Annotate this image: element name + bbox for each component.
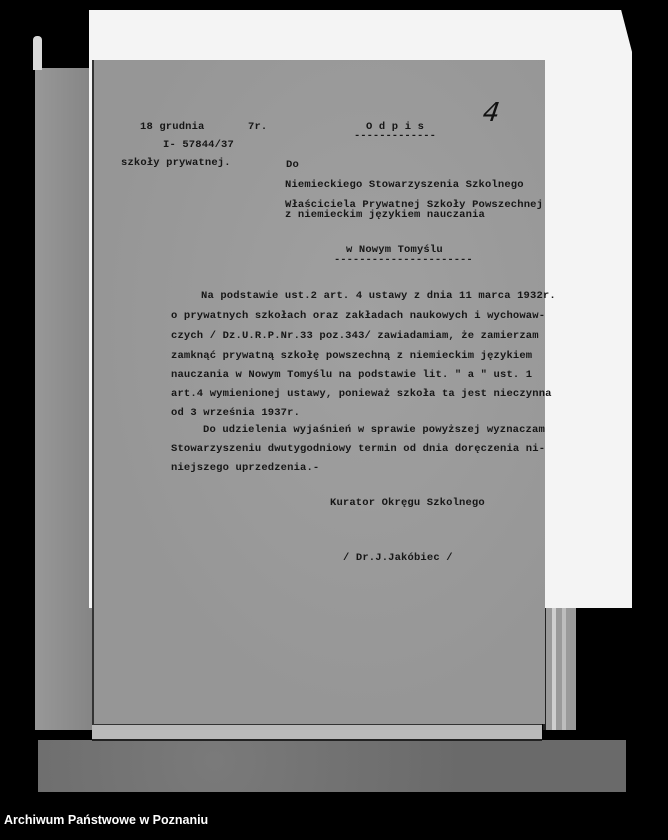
body-line: czych / Dz.U.R.P.Nr.33 poz.343/ zawiadamiam, że zamierzam [171, 330, 539, 342]
document-subject: szkoły prywatnej. [121, 157, 231, 169]
body-line: o prywatnych szkołach oraz zakładach naukowych i wychowaw- [171, 310, 546, 322]
addressee-to: Do [286, 159, 299, 171]
document-reference: I- 57844/37 [163, 139, 234, 151]
document-year: 7r. [248, 121, 268, 133]
copy-label: O d p i s [366, 121, 425, 133]
handwritten-page-number: 4 [480, 98, 502, 128]
body-line: Na podstawie ust.2 art. 4 ustawy z dnia 11 marca 1932r. [201, 290, 556, 302]
body-line: Do udzielenia wyjaśnień w sprawie powyższej wyznaczam [203, 424, 545, 436]
body-line: zamknąć prywatną szkołę powszechną z niemieckim językiem [171, 350, 533, 362]
addressee-place: w Nowym Tomyślu [346, 244, 443, 256]
addressee-line-3: z niemieckim językiem nauczania [285, 209, 485, 221]
copy-underline: ------------- [354, 130, 436, 142]
stacked-page-edges [543, 608, 576, 730]
addressee-line-1: Niemieckiego Stowarzyszenia Szkolnego [285, 179, 524, 191]
addressee-place-underline: ---------------------- [334, 254, 473, 266]
body-line: Stowarzyszeniu dwutygodniowy termin od dnia doręczenia ni- [171, 443, 546, 455]
scanner-board [38, 740, 626, 792]
addressee-line-2: Właściciela Prywatnej Szkoły Powszechnej [285, 199, 544, 211]
signature-name: / Dr.J.Jakóbiec / [343, 552, 453, 564]
folder-tab [33, 36, 42, 70]
archive-watermark: Archiwum Państwowe w Poznaniu [4, 813, 209, 827]
document-date: 18 grudnia [140, 121, 205, 133]
signature-title: Kurator Okręgu Szkolnego [330, 497, 485, 509]
stacked-page-bottom-edge [92, 724, 542, 741]
body-line: nauczania w Nowym Tomyślu na podstawie lit. " a " ust. 1 [171, 369, 533, 381]
body-line: od 3 września 1937r. [171, 407, 301, 419]
folder-left-strip [35, 68, 92, 730]
body-line: art.4 wymienionej ustawy, ponieważ szkoła ta jest nieczynna [171, 388, 552, 400]
body-line: niejszego uprzedzenia.- [171, 462, 320, 474]
